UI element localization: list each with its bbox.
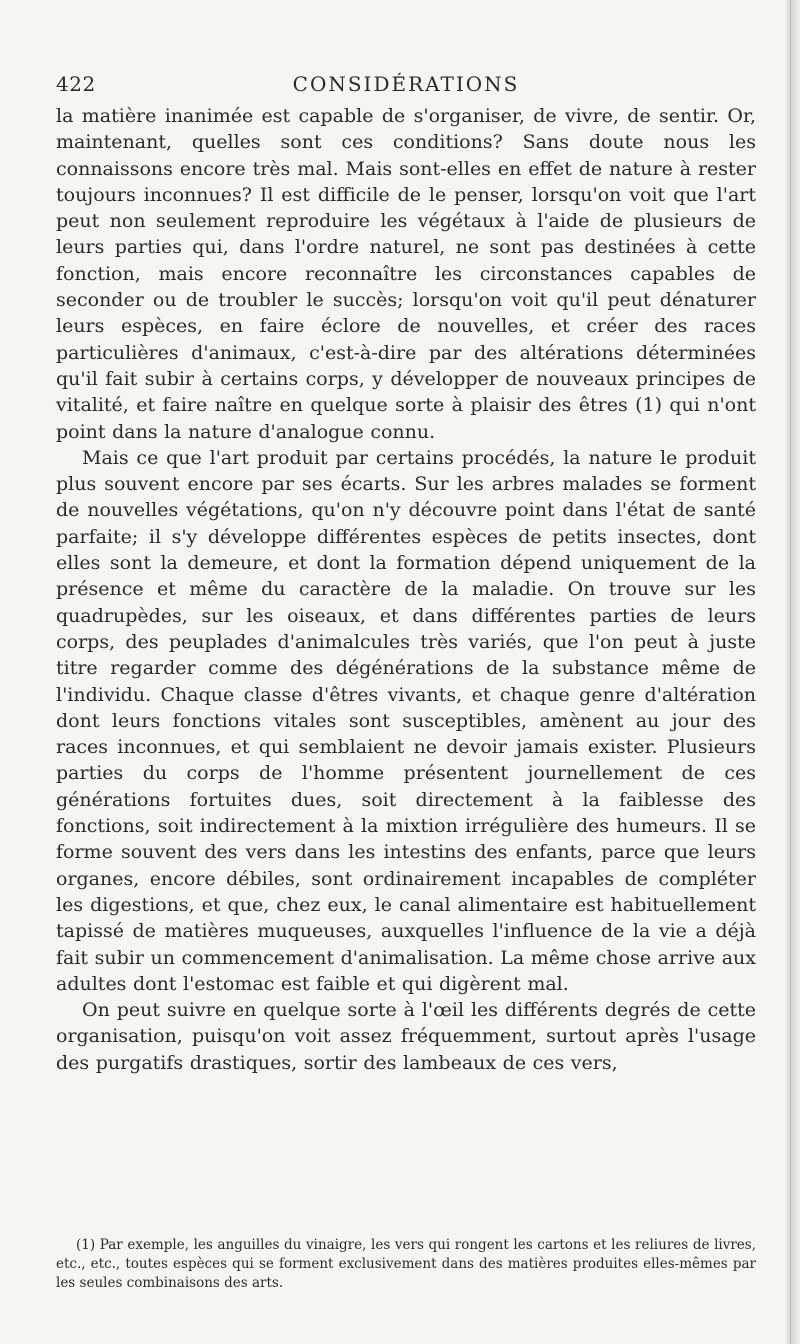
- page-number: 422: [56, 72, 96, 96]
- body-text: [56, 103, 756, 1076]
- footnote: (1) Par exemple, les anguilles du vinaigre, les vers qui rongent les cartons et les reliures de livres, etc., etc., toutes espèces qui se forment exclusivement dans des matières produites elles-mêmes par les seules combinaisons des arts.: [56, 1237, 756, 1291]
- paragraph: Mais ce que l'art produit par certains procédés, la nature le produit plus souvent encore par ses écarts. Sur les arbres malades se forment de nouvelles végétations, qu'on n'y découvre point dans l'état de santé parfaite; il s'y développe différentes espèces de petits insectes, dont elles sont la demeure, et dont la formation dépend uniquement de la présence et même du caractère de la maladie. On trouve sur les quadrupèdes, sur les oiseaux, et dans différentes parties de leurs corps, des peuplades d'animalcules très variés, que l'on peut à juste titre regarder comme des dégénérations de la substance même de l'individu. Chaque classe d'êtres vivants, et chaque genre d'altération dont leurs fonctions vitales sont susceptibles, amènent au jour des races inconnues, et qui semblaient ne devoir jamais exister. Plusieurs parties du corps de l'homme présentent journellement de ces générations fortuites dues, soit directement à la faiblesse des fonctions, soit indirectement à la mixtion irrégulière des humeurs. Il se forme souvent des vers dans les intestins des enfants, parce que leurs organes, encore débiles, sont ordinairement incapables de compléter les digestions, et que, chez eux, le canal alimentaire est habituellement tapissé de matières muqueuses, auxquelles l'influence de la vie a déjà fait subir un commencement d'animalisation. La même chose arrive aux adultes dont l'estomac est faible et qui digèrent mal.: [56, 446, 756, 995]
- paragraph: la matière inanimée est capable de s'organiser, de vivre, de sentir. Or, maintenant, quelles sont ces conditions? Sans doute nous les connaissons encore très mal. Mais sont-elles en effet de nature à rester toujours inconnues? Il est difficile de le penser, lorsqu'on voit que l'art peut non seulement reproduire les végétaux à l'aide de plusieurs de leurs parties qui, dans l'ordre naturel, ne sont pas destinées à cette fonction, mais encore reconnaître les circonstances capables de seconder ou de troubler le succès; lorsqu'on voit qu'il peut dénaturer leurs espèces, en faire éclore de nouvelles, et créer des races particulières d'animaux, c'est-à-dire par des altérations déterminées qu'il fait subir à certains corps, y développer de nouveaux principes de vitalité, et faire naître en quelque sorte à plaisir des êtres (1) qui n'ont point dans la nature d'analogue connu.: [56, 105, 756, 443]
- page-header: [56, 72, 756, 100]
- paragraph: On peut suivre en quelque sorte à l'œil les différents degrés de cette organisation, puisqu'on voit assez fréquemment, surtout après l'usage des purgatifs drastiques, sortir des lambeaux de ces vers,: [56, 999, 756, 1074]
- page-edge: [786, 0, 800, 1344]
- running-head: CONSIDÉRATIONS: [292, 72, 520, 96]
